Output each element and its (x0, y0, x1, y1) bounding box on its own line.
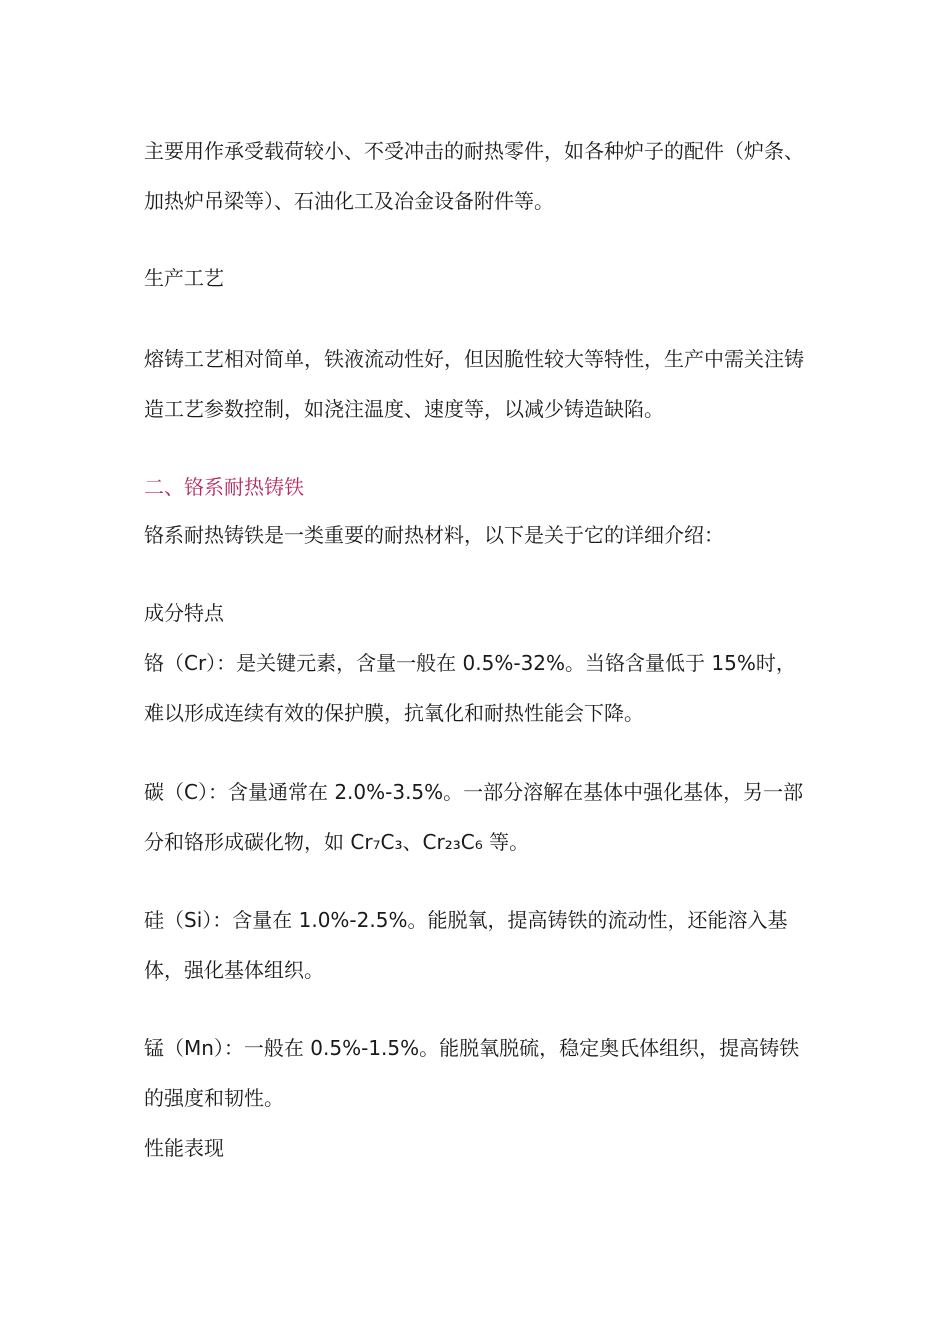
heading-performance: 性能表现 (144, 1136, 224, 1160)
section-heading-chromium-cast-iron: 二、铬系耐热铸铁 (144, 475, 304, 499)
paragraph-intro: 铬系耐热铸铁是一类重要的耐热材料，以下是关于它的详细介绍： (144, 523, 724, 547)
paragraph-production-process: 熔铸工艺相对简单，铁液流动性好，但因脆性较大等特性，生产中需关注铸造工艺参数控制，如浇注温度、速度等，以减少铸造缺陷。 (144, 347, 804, 421)
heading-composition: 成分特点 (144, 601, 224, 625)
paragraph-chromium: 铬（Cr）：是关键元素，含量一般在 0.5%-32%。当铬含量低于 15%时，难以形成连续有效的保护膜，抗氧化和耐热性能会下降。 (144, 651, 796, 725)
heading-production-process: 生产工艺 (144, 266, 224, 290)
paragraph-carbon: 碳（C）：含量通常在 2.0%-3.5%。一部分溶解在基体中强化基体，另一部分和铬形成碳化物，如 Cr₇C₃、Cr₂₃C₆ 等。 (144, 780, 804, 854)
paragraph-silicon: 硅（Si）：含量在 1.0%-2.5%。能脱氧，提高铸铁的流动性，还能溶入基体，强化基体组织。 (144, 908, 788, 982)
paragraph-usage: 主要用作承受载荷较小、不受冲击的耐热零件，如各种炉子的配件（炉条、加热炉吊梁等）、石油化工及冶金设备附件等。 (144, 139, 804, 213)
paragraph-manganese: 锰（Mn）：一般在 0.5%-1.5%。能脱氧脱硫，稳定奥氏体组织，提高铸铁的强度和韧性。 (144, 1036, 800, 1110)
